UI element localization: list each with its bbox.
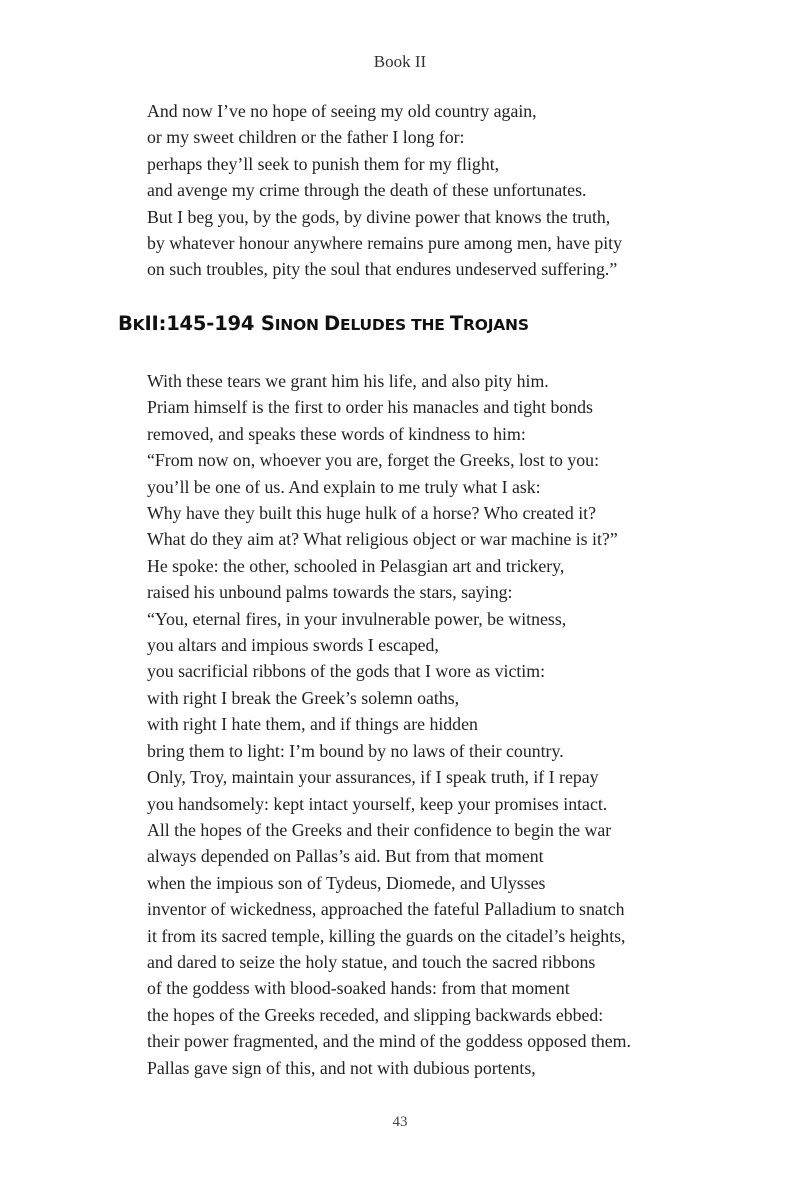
verse-line: raised his unbound palms towards the stars, saying: — [147, 582, 513, 603]
verse-line: on such troubles, pity the soul that endures undeserved suffering.” — [147, 259, 618, 280]
verse-line: perhaps they’ll seek to punish them for my flight, — [147, 153, 500, 174]
verse-line: Only, Troy, maintain your assurances, if I speak truth, if I repay — [147, 767, 599, 788]
verse-line: you sacrificial ribbons of the gods that I wore as victim: — [147, 661, 546, 682]
verse-line: Why have they built this huge hulk of a horse? Who created it? — [147, 503, 597, 524]
section-heading — [118, 312, 529, 335]
verse-line: “From now on, whoever you are, forget the Greeks, lost to you: — [147, 450, 600, 471]
heading-part: K — [132, 316, 145, 334]
heading-part: T — [449, 312, 463, 335]
verse-line: it from its sacred temple, killing the guards on the citadel’s heights, — [147, 925, 626, 946]
verse-line: But I beg you, by the gods, by divine power that knows the truth, — [147, 206, 611, 227]
heading-part: INON — [274, 316, 325, 334]
verse-block-main — [147, 368, 747, 1081]
verse-line: And now I’ve no hope of seeing my old country again, — [147, 101, 537, 121]
heading-part: B — [118, 312, 133, 335]
heading-part: ELUDES THE — [340, 316, 450, 334]
verse-line: you altars and impious swords I escaped, — [147, 635, 439, 656]
heading-part: D — [324, 312, 341, 335]
verse-line: What do they aim at? What religious object or war machine is it?” — [147, 529, 618, 550]
verse-line: with right I hate them, and if things are hidden — [147, 714, 478, 735]
verse-line: removed, and speaks these words of kindness to him: — [147, 423, 526, 444]
verse-line: by whatever honour anywhere remains pure among men, have pity — [147, 233, 622, 254]
verse-line: their power fragmented, and the mind of the goddess opposed them. — [147, 1031, 631, 1052]
verse-line: and dared to seize the holy statue, and touch the sacred ribbons — [147, 951, 596, 972]
verse-line: All the hopes of the Greeks and their confidence to begin the war — [147, 819, 612, 840]
verse-block-top — [147, 98, 747, 283]
verse-line: inventor of wickedness, approached the fateful Palladium to snatch — [147, 899, 625, 920]
verse-line: you’ll be one of us. And explain to me truly what I ask: — [147, 476, 541, 497]
verse-line: Priam himself is the first to order his manacles and tight bonds — [147, 397, 593, 418]
verse-line: of the goddess with blood-soaked hands: from that moment — [147, 978, 570, 999]
verse-line: always depended on Pallas’s aid. But from that moment — [147, 846, 544, 867]
verse-line: when the impious son of Tydeus, Diomede, and Ulysses — [147, 872, 546, 893]
heading-part: ROJANS — [462, 316, 529, 334]
verse-line: He spoke: the other, schooled in Pelasgian art and trickery, — [147, 555, 565, 576]
verse-line: With these tears we grant him his life, and also pity him. — [147, 371, 549, 391]
verse-line: “You, eternal fires, in your invulnerable power, be witness, — [147, 608, 567, 629]
verse-line: bring them to light: I’m bound by no laws of their country. — [147, 740, 564, 761]
page-number: 43 — [392, 1114, 408, 1130]
verse-line: and avenge my crime through the death of these unfortunates. — [147, 180, 587, 201]
verse-line: or my sweet children or the father I long for: — [147, 127, 465, 148]
verse-line: you handsomely: kept intact yourself, keep your promises intact. — [147, 793, 608, 814]
heading-part: II:145-194 S — [144, 312, 275, 335]
running-head: Book II — [373, 52, 427, 71]
verse-line: the hopes of the Greeks receded, and slipping backwards ebbed: — [147, 1004, 604, 1025]
verse-line: Pallas gave sign of this, and not with dubious portents, — [147, 1057, 536, 1078]
verse-line: with right I break the Greek’s solemn oaths, — [147, 687, 460, 708]
